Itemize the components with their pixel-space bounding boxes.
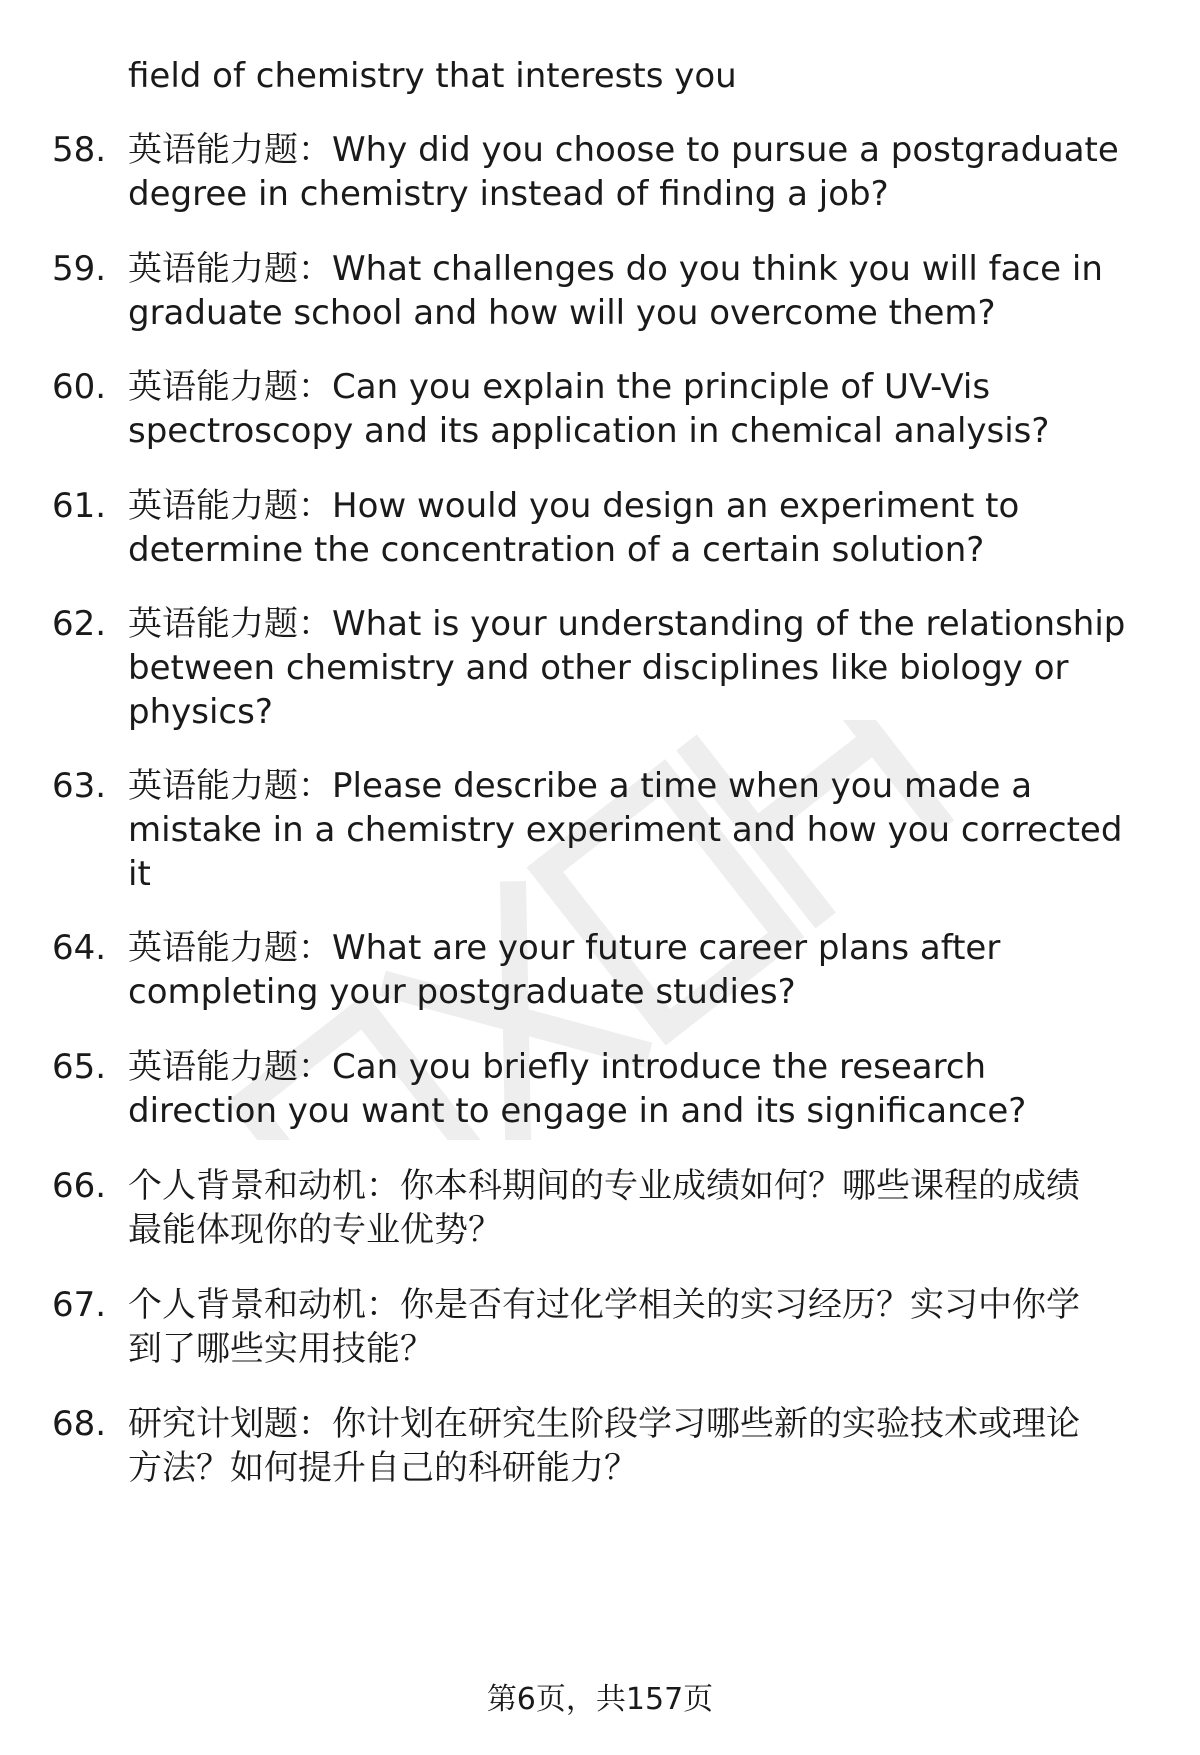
question-text: 英语能力题：Can you explain the principle of UV-Vis — [128, 367, 991, 407]
question-number: 58. — [52, 130, 107, 170]
page-number-footer: 第6页，共157页 — [486, 1682, 714, 1717]
question-text: 最能体现你的专业优势？ — [128, 1210, 502, 1250]
question-number: 66. — [52, 1166, 107, 1206]
question-text: physics? — [128, 692, 273, 732]
question-text: 个人背景和动机：你本科期间的专业成绩如何？哪些课程的成绩 — [128, 1166, 1080, 1206]
question-text: it — [128, 854, 151, 894]
question-text: mistake in a chemistry experiment and how you corrected — [128, 810, 1123, 850]
question-text: 英语能力题：Why did you choose to pursue a postgraduate — [128, 130, 1119, 170]
question-text: 到了哪些实用技能？ — [128, 1329, 434, 1369]
question-number: 61. — [52, 486, 107, 526]
continuation-line: field of chemistry that interests you — [128, 56, 737, 96]
question-text: 英语能力题：What are your future career plans after — [128, 928, 1001, 968]
question-number: 68. — [52, 1404, 107, 1444]
question-number: 60. — [52, 367, 107, 407]
question-text: graduate school and how will you overcome them? — [128, 293, 996, 333]
question-number: 65. — [52, 1047, 107, 1087]
question-text: 英语能力题：What is your understanding of the relationship — [128, 604, 1126, 644]
question-text: degree in chemistry instead of finding a job? — [128, 174, 889, 214]
question-text: between chemistry and other disciplines like biology or — [128, 648, 1069, 688]
question-text: 英语能力题：How would you design an experiment to — [128, 486, 1020, 526]
question-text: spectroscopy and its application in chemical analysis? — [128, 411, 1050, 451]
question-number: 67. — [52, 1285, 107, 1325]
question-text: 个人背景和动机：你是否有过化学相关的实习经历？实习中你学 — [128, 1285, 1080, 1325]
question-text: 英语能力题：Can you briefly introduce the research — [128, 1047, 987, 1087]
question-text: 方法？如何提升自己的科研能力？ — [128, 1448, 638, 1488]
question-text: 研究计划题：你计划在研究生阶段学习哪些新的实验技术或理论 — [128, 1404, 1080, 1444]
question-text: 英语能力题：What challenges do you think you will face in — [128, 249, 1103, 289]
question-text: direction you want to engage in and its significance? — [128, 1091, 1027, 1131]
question-number: 62. — [52, 604, 107, 644]
question-text: 英语能力题：Please describe a time when you made a — [128, 766, 1033, 806]
question-text: determine the concentration of a certain solution? — [128, 530, 985, 570]
question-number: 64. — [52, 928, 107, 968]
question-text: completing your postgraduate studies? — [128, 972, 796, 1012]
question-number: 59. — [52, 249, 107, 289]
question-number: 63. — [52, 766, 107, 806]
